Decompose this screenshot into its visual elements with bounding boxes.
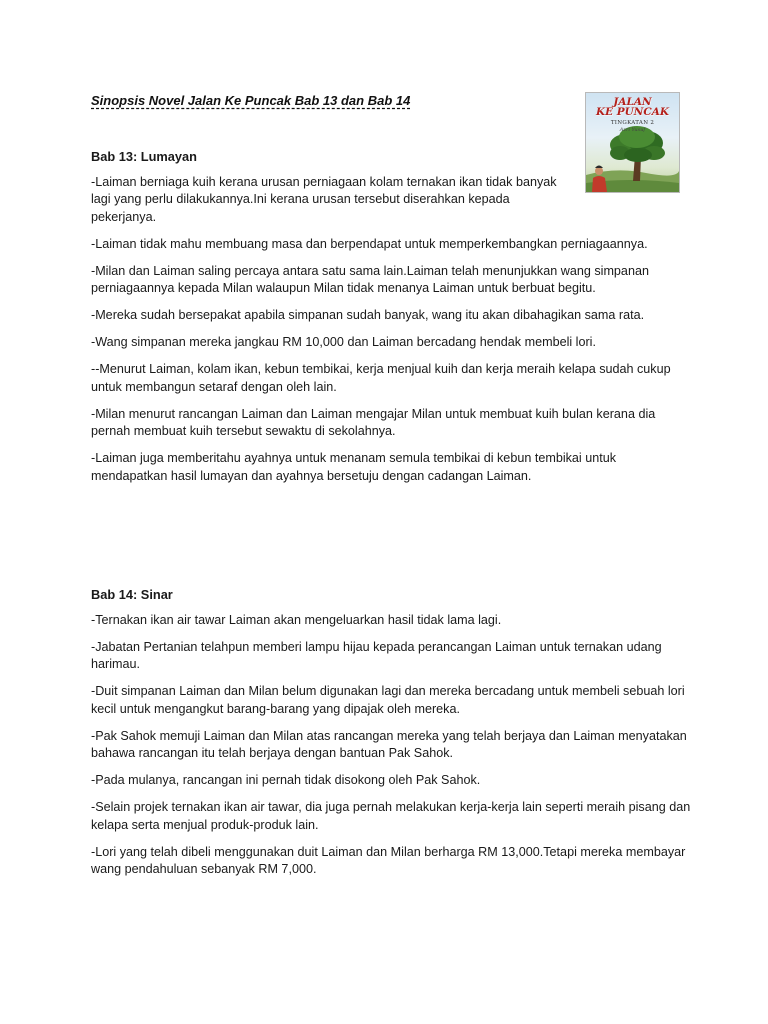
section-bab-13 [91,148,691,495]
paragraph: -Milan menurut rancangan Laiman dan Laiman mengajar Milan untuk membuat kuih bulan kerana dia pernah membuat kuih tersebut sewaktu di sekolahnya. [91,406,656,438]
paragraph: -Jabatan Pertanian telahpun memberi lampu hijau kepada perancangan Laiman untuk ternakan udang harimau. [91,639,662,671]
paragraph: -Pada mulanya, rancangan ini pernah tidak disokong oleh Pak Sahok. [91,773,481,787]
paragraph: -Laiman juga memberitahu ayahnya untuk menanam semula tembikai di kebun tembikai untuk mendapatkan hasil lumayan dan ayahnya bersetuju dengan cadangan Laiman. [91,451,617,483]
paragraph: -Pak Sahok memuji Laiman dan Milan atas rancangan mereka yang telah berjaya dan Laiman menyatakan bahawa rancangan itu telah berjaya dengan bantuan Pak Sahok. [91,728,687,760]
paragraph: -Mereka sudah bersepakat apabila simpanan sudah banyak, wang itu akan dibahagikan sama rata. [91,308,645,322]
paragraph: -Duit simpanan Laiman dan Milan belum digunakan lagi dan mereka bercadang untuk membeli sebuah lori kecil untuk mengangkut barang-barang yang dipajak oleh mereka. [91,684,685,716]
paragraph: -Selain projek ternakan ikan air tawar, dia juga pernah melakukan kerja-kerja lain seperti meraih pisang dan kelapa serta menjual produk-produk lain. [91,800,691,832]
paragraph: --Menurut Laiman, kolam ikan, kebun tembikai, kerja menjual kuih dan kerja meraih kelapa sudah cukup untuk membangun setaraf dengan oleh lain. [91,362,671,394]
cover-author: Azri Yusuf [619,127,646,133]
paragraph: -Laiman tidak mahu membuang masa dan berpendapat untuk memperkembangkan perniagaannya. [91,236,648,251]
cover-subtitle: TINGKATAN 2 [610,120,655,126]
paragraph: -Ternakan ikan air tawar Laiman akan mengeluarkan hasil tidak lama lagi. [91,612,502,627]
paragraph: -Milan dan Laiman saling percaya antara satu sama lain.Laiman telah menunjukkan wang simpanan perniagaannya kepada Milan walaupun Milan tidak menanya Laiman untuk berbuat begitu. [91,263,649,295]
document-title[interactable]: Sinopsis Novel Jalan Ke Puncak Bab 13 dan Bab 14 [91,93,411,108]
cover-title: JALAN KE PUNCAK [595,96,670,118]
section-heading: Bab 14: Sinar [91,587,173,602]
section-bab-14 [91,586,691,888]
paragraph: -Laiman berniaga kuih kerana urusan perniagaan kolam ternakan ikan tidak banyak lagi yang perlu dilakukannya.Ini kerana urusan tersebut diserahkan kepada pekerjanya. [91,174,557,224]
paragraph: -Lori yang telah dibeli menggunakan duit Laiman dan Milan berharga RM 13,000.Tetapi mereka membayar wang pendahuluan sebanyak RM 7,000. [91,844,686,876]
section-heading: Bab 13: Lumayan [91,149,197,164]
paragraph: -Wang simpanan mereka jangkau RM 10,000 dan Laiman bercadang hendak membeli lori. [91,335,596,349]
